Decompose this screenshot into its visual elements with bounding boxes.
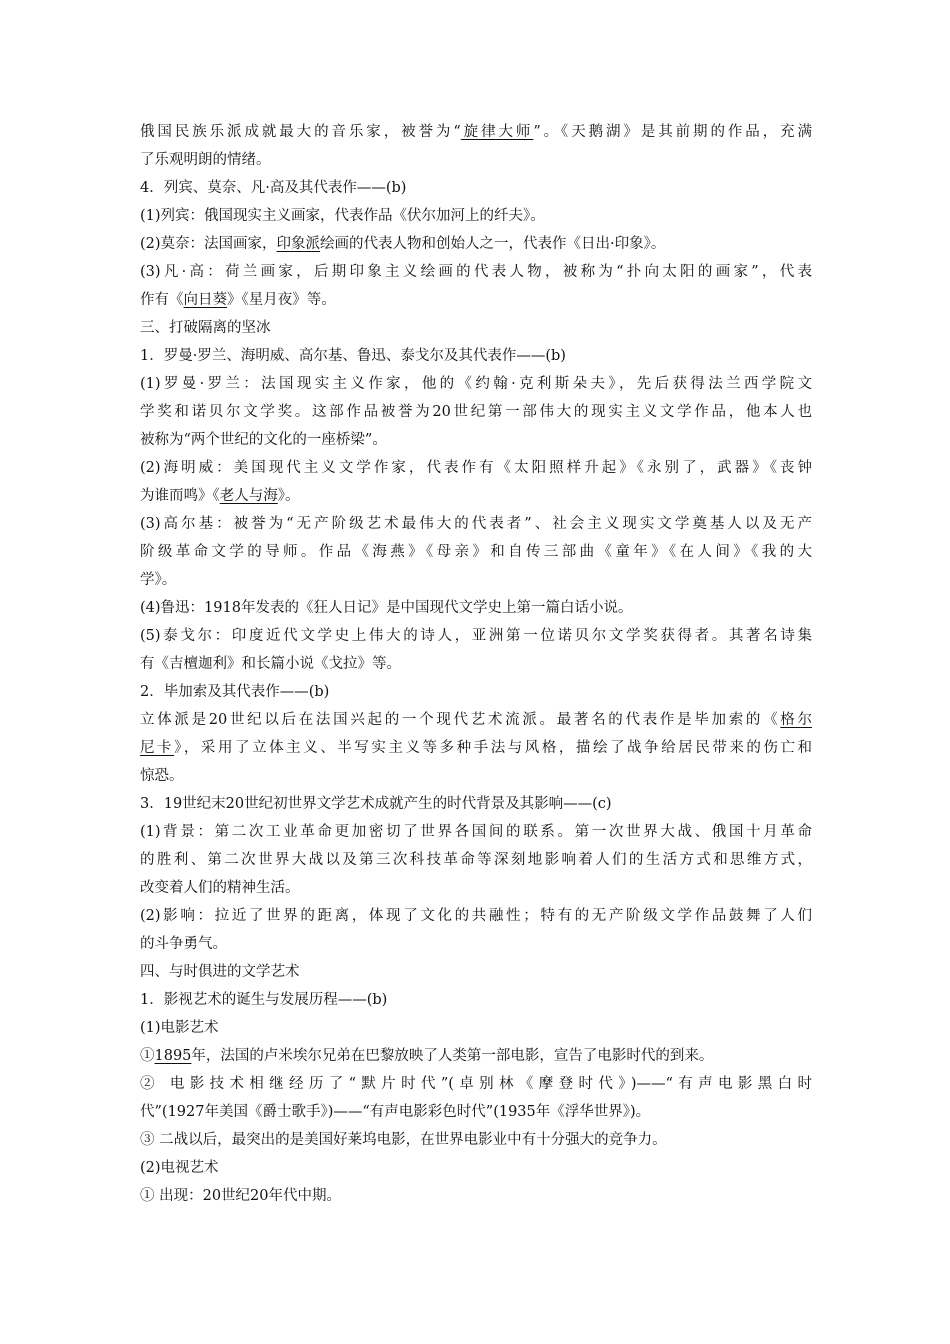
text-line: 俄国民族乐派成就最大的音乐家，被誉为“旋律大师”。《天鹅湖》是其前期的作品，充满	[140, 124, 812, 140]
text-line: ③ 二战以后，最突出的是美国好莱坞电影，在世界电影业中有十分强大的竞争力。	[140, 1132, 667, 1148]
text-line: 四、与时俱进的文学艺术	[140, 964, 300, 980]
text-line: ① 出现：20世纪20年代中期。	[140, 1188, 342, 1204]
text-line: 学奖和诺贝尔文学奖。这部作品被誉为20世纪第一部伟大的现实主义文学作品，他本人也	[140, 404, 812, 420]
text-line: (3)高尔基：被誉为“无产阶级艺术最伟大的代表者”、社会主义现实文学奠基人以及无产	[140, 516, 812, 532]
text-line: (1)列宾：俄国现实主义画家，代表作品《伏尔加河上的纤夫》。	[140, 208, 545, 224]
text-line: 学》。	[140, 572, 177, 588]
text-line: (2)莫奈：法国画家，印象派绘画的代表人物和创始人之一，代表作《日出·印象》。	[140, 236, 666, 252]
text-line: (1)电影艺术	[140, 1020, 219, 1036]
text-line: 阶级革命文学的导师。作品《海燕》《母亲》和自传三部曲《童年》《在人间》《我的大	[140, 544, 812, 560]
text-line: 1．影视艺术的诞生与发展历程——(b)	[140, 992, 388, 1008]
text-line: ①1895年，法国的卢米埃尔兄弟在巴黎放映了人类第一部电影，宣告了电影时代的到来。	[140, 1048, 714, 1064]
text-line: (2)影响：拉近了世界的距离，体现了文化的共融性；特有的无产阶级文学作品鼓舞了人们	[140, 908, 812, 924]
text-line: 作有《向日葵》《星月夜》等。	[140, 292, 336, 308]
underlined-term: 1895	[154, 1048, 192, 1064]
text-line: 尼卡》，采用了立体主义、半写实主义等多种手法与风格，描绘了战争给居民带来的伤亡和	[140, 740, 812, 756]
document-body	[140, 118, 812, 1210]
underlined-term: 尼卡	[140, 740, 175, 756]
underlined-term: 向日葵	[183, 292, 227, 308]
text-line: (5)泰戈尔：印度近代文学史上伟大的诗人，亚洲第一位诺贝尔文学奖获得者。其著名诗集	[140, 628, 812, 644]
text-line: 的斗争勇气。	[140, 936, 227, 952]
text-line: (2)电视艺术	[140, 1160, 219, 1176]
text-line: 了乐观明朗的情绪。	[140, 152, 271, 168]
underlined-term: 格尔	[780, 712, 812, 728]
text-line: 2．毕加索及其代表作——(b)	[140, 684, 330, 700]
text-line: 有《吉檀迦利》和长篇小说《戈拉》等。	[140, 656, 401, 672]
text-line: 惊恐。	[140, 768, 184, 784]
text-line: 3．19世纪末20世纪初世界文学艺术成就产生的时代背景及其影响——(c)	[140, 796, 612, 812]
text-line: 的胜利、第二次世界大战以及第三次科技革命等深刻地影响着人们的生活方式和思维方式，	[140, 852, 812, 868]
underlined-term: 印象派	[276, 236, 321, 252]
text-line: (3)凡·高：荷兰画家，后期印象主义绘画的代表人物，被称为“扑向太阳的画家”，代表	[140, 264, 812, 280]
text-line: 立体派是20世纪以后在法国兴起的一个现代艺术流派。最著名的代表作是毕加索的《格尔	[140, 712, 812, 728]
text-line: 三、打破隔离的坚冰	[140, 320, 271, 336]
text-line: (1)背景：第二次工业革命更加密切了世界各国间的联系。第一次世界大战、俄国十月革命	[140, 824, 812, 840]
underlined-term: 老人与海	[219, 488, 278, 504]
text-line: (4)鲁迅：1918年发表的《狂人日记》是中国现代文学史上第一篇白话小说。	[140, 600, 633, 616]
text-line: 代”(1927年美国《爵士歌手》)——“有声电影彩色时代”(1935年《浮华世界》)。	[140, 1104, 651, 1120]
text-line: 1．罗曼·罗兰、海明威、高尔基、鲁迅、泰戈尔及其代表作——(b)	[140, 348, 566, 364]
text-line: 4．列宾、莫奈、凡·高及其代表作——(b)	[140, 180, 407, 196]
underlined-term: 旋律大师	[460, 124, 534, 140]
text-line: 为谁而鸣》《老人与海》。	[140, 488, 300, 504]
text-line: (2)海明威：美国现代主义文学作家，代表作有《太阳照样升起》《永别了，武器》《丧钟	[140, 460, 812, 476]
text-line: 改变着人们的精神生活。	[140, 880, 300, 896]
text-line: ② 电影技术相继经历了“默片时代”(卓别林《摩登时代》)——“有声电影黑白时	[140, 1076, 812, 1092]
text-line: 被称为“两个世纪的文化的一座桥梁”。	[140, 432, 387, 448]
text-line: (1)罗曼·罗兰：法国现实主义作家，他的《约翰·克利斯朵夫》，先后获得法兰西学院文	[140, 376, 812, 392]
